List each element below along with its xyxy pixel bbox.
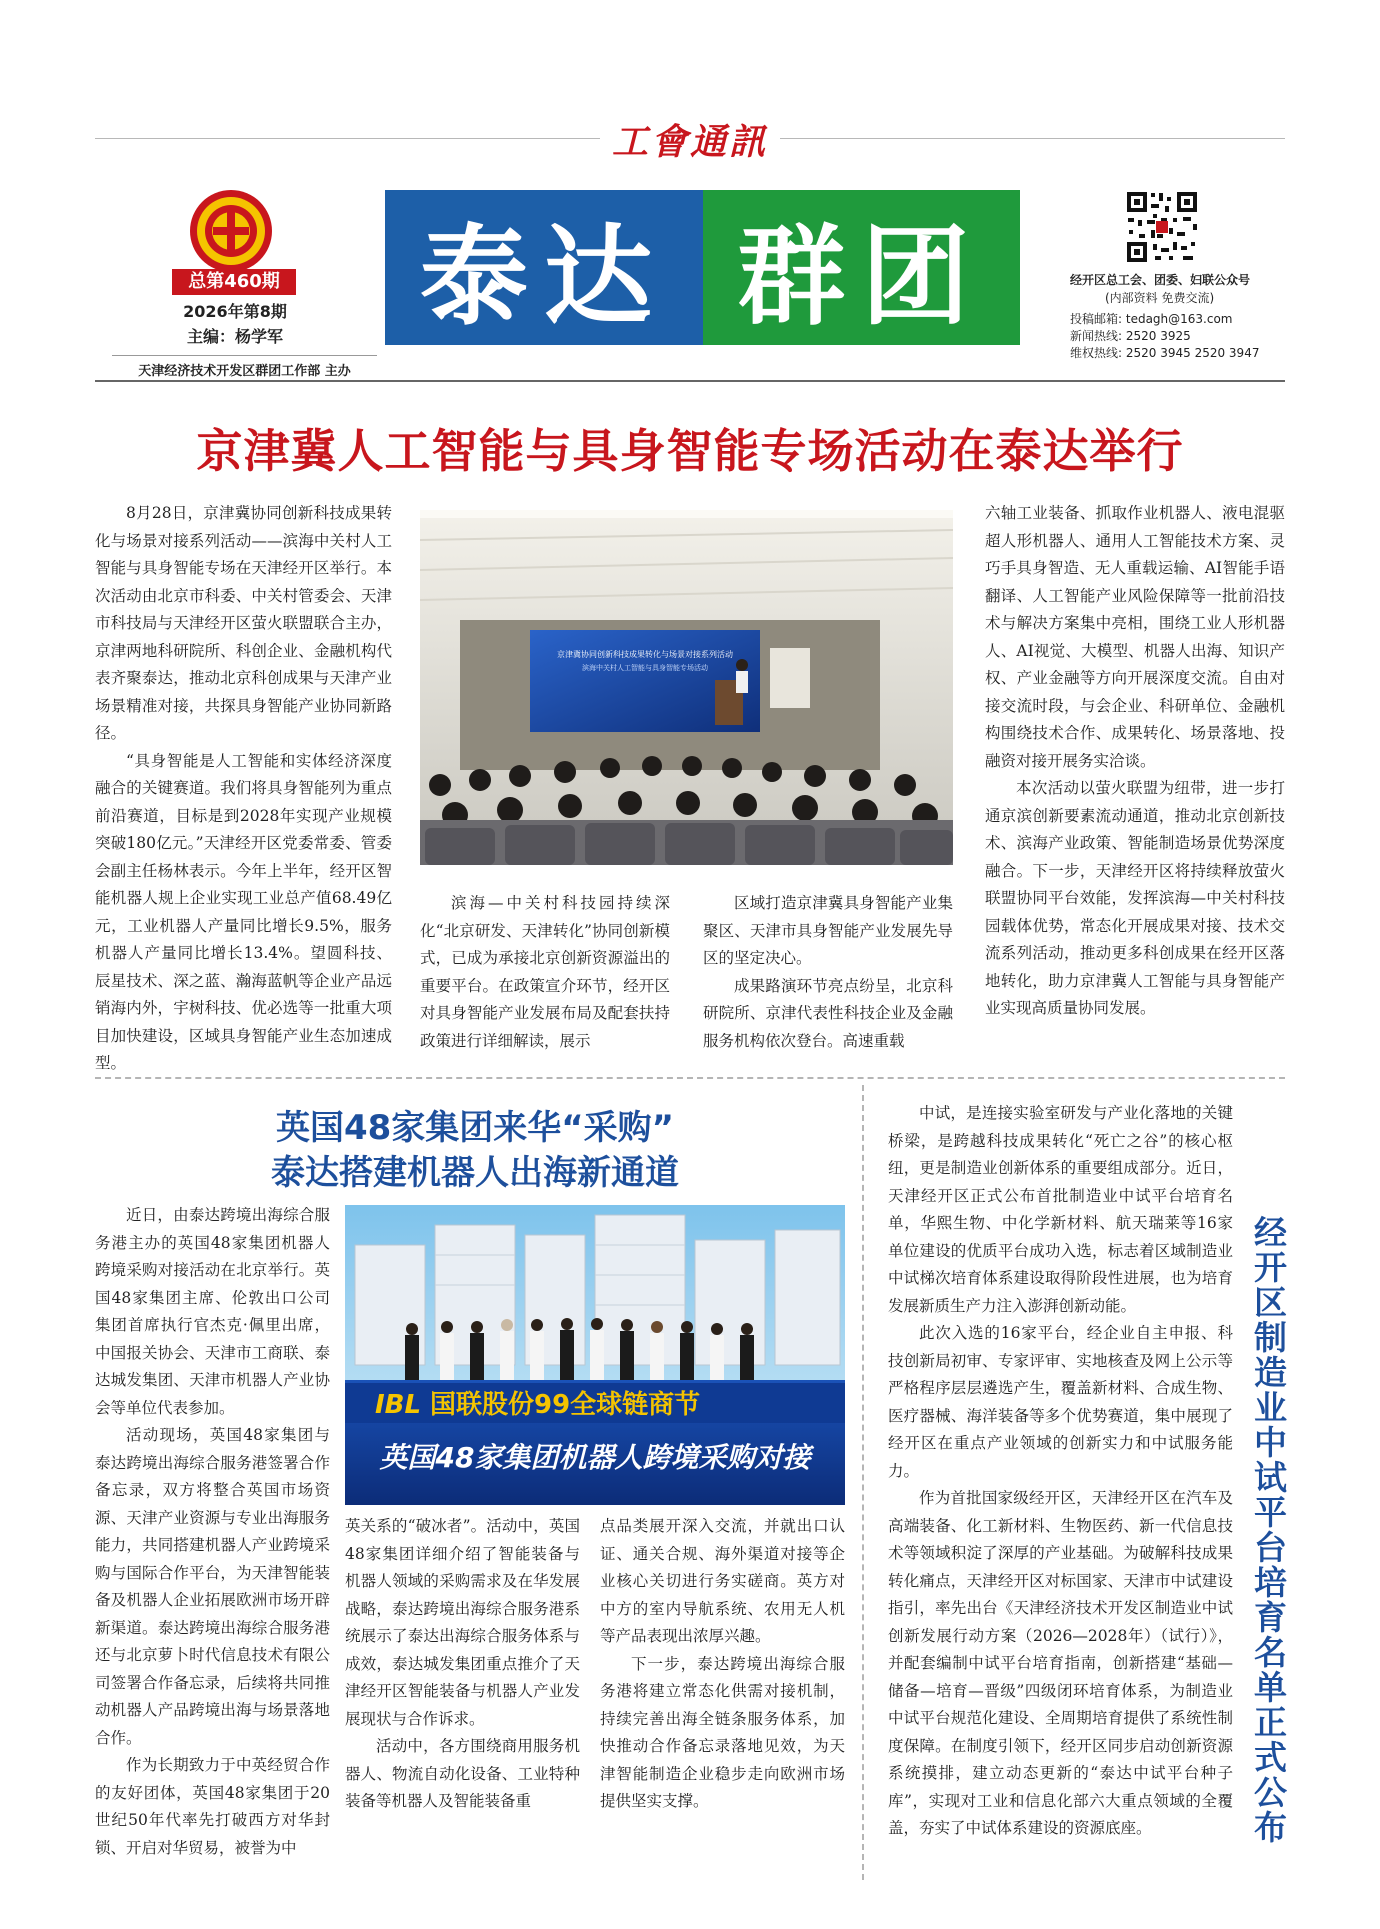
article1-paragraph: 六轴工业装备、抓取作业机器人、液电混驱超人形机器人、通用人工智能技术方案、灵巧手具身智造、无人重载运输、AI智能手语翻译、人工智能产业风险保障等一批前沿技术与解决方案集中亮相，围绕工业人形机器人、AI视觉、大模型、机器人出海、知识产权、产业金融等方向开展深度交流。自由对接交流时段，与会企业、科研单位、金融机构围绕技术合作、成果转化、场景落地、投融资对接开展务实洽谈。 [985,504,1285,770]
article1-col4 [985,500,1285,1023]
qr-caption: 经开区总工会、团委、妇联公众号 [1070,273,1251,287]
rights-hotline: 维权热线: 2520 3945 2520 3947 [1070,346,1260,360]
article1-paragraph: “具身智能是人工智能和实体经济深度融合的关键赛道。我们将具身智能列为重点前沿赛道，目标是到2028年实现产业规模突破180亿元。”天津经开区党委常委、管委会副主任杨林表示。今年上半年，经开区智能机器人规上企业实现工业总产值68.49亿元，工业机器人产量同比增长9.5%，服务机器人产量同比增长13.4%。望圆科技、辰星技术、深之蓝、瀚海蓝帆等企业产品远销海内外，宇树科技、优必选等一批重大项目加快建设，区域具身智能产业生态加速成型。 [95,751,392,1072]
issue-total-badge: 总第460期 [172,269,296,295]
article2-col2 [345,1513,580,1816]
banner-title: 国联股份99全球链商节 [430,1390,701,1420]
union-emblem-icon [188,188,274,274]
article2-paragraph: 英关系的“破冰者”。活动中，英国48家集团详细介绍了智能装备与机器人领域的采购需求及在华发展战略，泰达跨境出海综合服务港系统展示了泰达出海综合服务体系与成效，泰达城发集团重点推介了天津经开区智能装备与机器人产业发展现状与合作诉求。 [345,1517,580,1728]
article1-paragraph: 本次活动以萤火联盟为纽带，进一步打通京滨创新要素流动通道，推动北京创新技术、滨海产业政策、智能制造场景优势深度融合。下一步，天津经开区将持续释放萤火联盟协同平台效能，发挥滨海—中关村科技园载体优势，常态化开展成果对接、技术交流系列活动，推动更多科创成果在经开区落地转化，助力京津冀人工智能与具身智能产业实现高质量协同发展。 [985,779,1285,1017]
article1-paragraph: 区域打造京津冀具身智能产业集聚区、天津市具身智能产业发展先导区的坚定决心。 [703,894,953,967]
article3-body [888,1100,1233,1843]
column-divider [862,1085,864,1880]
screen-title: 京津冀协同创新科技成果转化与场景对接系列活动 [557,650,733,659]
article1-paragraph: 滨海—中关村科技园持续深化“北京研发、天津转化”协同创新模式，已成为承接北京创新资源溢出的重要平台。在政策宣介环节，经开区对具身智能产业发展布局及配套扶持政策进行详细解读，展示 [420,894,670,1050]
article2-photo [345,1205,845,1505]
article1-col3 [703,890,953,1055]
masthead-title-right: 群团 [703,190,1020,345]
section-divider [95,1077,1285,1079]
photo-caption-banner: 英国48家集团机器人跨境采购对接 [379,1441,811,1474]
masthead-rule [95,380,1285,382]
article1-photo [420,510,953,865]
article1-headline: 京津冀人工智能与具身智能专场活动在泰达举行 [196,424,1184,478]
article1-col1 [95,500,392,1078]
contact-email: 投稿邮箱: tedagh@163.com [1070,312,1233,326]
article2-paragraph: 作为长期致力于中英经贸合作的友好团体，英国48家集团于20世纪50年代率先打破西方对华封锁、开启对华贸易，被誉为中 [95,1756,330,1857]
article3-paragraph: 作为首批国家级经开区，天津经开区在汽车及高端装备、化工新材料、生物医药、新一代信息技术等领域积淀了深厚的产业基础。为破解科技成果转化痛点，天津经开区对标国家、天津市中试建设指引，率先出台《天津经济技术开发区制造业中试创新发展行动方案（2026—2028年）（试行）》，并配套编制中试平台培育指南，创新搭建“基础—储备—培育—晋级”四级闭环培育体系，为制造业中试平台规范化建设、全周期培育提供了系统性制度保障。在制度引领下，经开区同步启动创新资源系统摸排，建立动态更新的“泰达中试平台种子库”，实现对工业和信息化部六大重点领域的全覆盖，夯实了中试体系建设的资源底座。 [888,1489,1233,1837]
article2-paragraph: 点品类展开深入交流，并就出口认证、通关合规、海外渠道对接等企业核心关切进行务实磋商。英方对中方的室内导航系统、农用无人机等产品表现出浓厚兴趣。 [600,1517,845,1645]
article1-paragraph: 成果路演环节亮点纷呈，北京科研院所、京津代表性科技企业及金融服务机构依次登台。高速重载 [703,976,953,1050]
masthead-title [385,190,1020,345]
article2-paragraph: 活动中，各方围绕商用服务机器人、物流自动化设备、工业特种装备等机器人及智能装备重 [345,1737,580,1810]
article2-paragraph: 近日，由泰达跨境出海综合服务港主办的英国48家集团机器人跨境采购对接活动在北京举行。英国48家集团主席、伦敦出口公司集团首席执行官杰克·佩里出席，中国报关协会、天津市工商联、泰达城发集团、天津市机器人产业协会等单位代表参加。 [95,1206,330,1417]
article2-headline-line1: 英国48家集团来华“采购” [275,1108,674,1148]
article1-col2 [420,890,670,1055]
internal-note: (内部资料 免费交流) [1105,291,1215,305]
article2-paragraph: 活动现场，英国48家集团与泰达跨境出海综合服务港签署合作备忘录，双方将整合英国市场资源、天津产业资源与专业出海服务能力，共同搭建机器人产业跨境采购与国际合作平台，为天津智能装备及机器人企业拓展欧洲市场开辟新渠道。泰达跨境出海综合服务港还与北京萝卜时代信息技术有限公司签署合作备忘录，后续将共同推动机器人产品跨境出海与场景落地合作。 [95,1426,330,1747]
banner-logo: IBL [375,1390,422,1420]
masthead-title-left: 泰达 [385,190,703,345]
issue-year: 2026年第8期 [183,302,287,321]
article3-paragraph: 此次入选的16家平台，经企业自主申报、科技创新局初审、专家评审、实地核查及网上公示等严格程序层层遴选产生，覆盖新材料、合成生物、医疗器械、海洋装备等多个优势赛道，集中展现了经开区在重点产业领域的创新实力和中试服务能力。 [888,1324,1233,1480]
article3-vertical-headline: 经开区制造业中试平台培育名单正式公布 [1249,1215,1288,1845]
article2-col1 [95,1202,330,1862]
screen-subtitle: 滨海中关村人工智能与具身智能专场活动 [582,664,708,672]
brand-script-logo: 工會通訊 [600,114,780,165]
news-hotline: 新闻热线: 2520 3925 [1070,329,1191,343]
article2-paragraph: 下一步，泰达跨境出海综合服务港将建立常态化供需对接机制，持续完善出海全链条服务体系，加快推动合作备忘录落地见效，为天津智能制造企业稳步走向欧洲市场提供坚实支撑。 [600,1654,845,1810]
article2-headline-line2: 泰达搭建机器人出海新通道 [271,1153,679,1193]
article2-col3 [600,1513,845,1816]
organizer-line: 天津经济技术开发区群团工作部 主办 [112,355,377,379]
article3-paragraph: 中试，是连接实验室研发与产业化落地的关键桥梁，是跨越科技成果转化“死亡之谷”的核心枢纽，更是制造业创新体系的重要组成部分。近日，天津经开区正式公布首批制造业中试平台培育名单，华熙生物、中化学新材料、航天瑞莱等16家单位建设的优质平台成功入选，标志着区域制造业中试梯次培育体系建设取得阶段性进展，也为培育发展新质生产力注入澎湃创新动能。 [888,1104,1233,1315]
qr-code-icon [1125,190,1199,264]
article1-paragraph: 8月28日，京津冀协同创新科技成果转化与场景对接系列活动——滨海中关村人工智能与具身智能专场在天津经开区举行。本次活动由北京市科委、中关村管委会、天津市科技局与天津经开区萤火联盟联合主办，京津两地科研院所、科创企业、金融机构代表齐聚泰达，推动北京科创成果与天津产业场景精准对接，共探具身智能产业协同新路径。 [95,504,392,742]
editor-line: 主编：杨学军 [186,327,283,346]
